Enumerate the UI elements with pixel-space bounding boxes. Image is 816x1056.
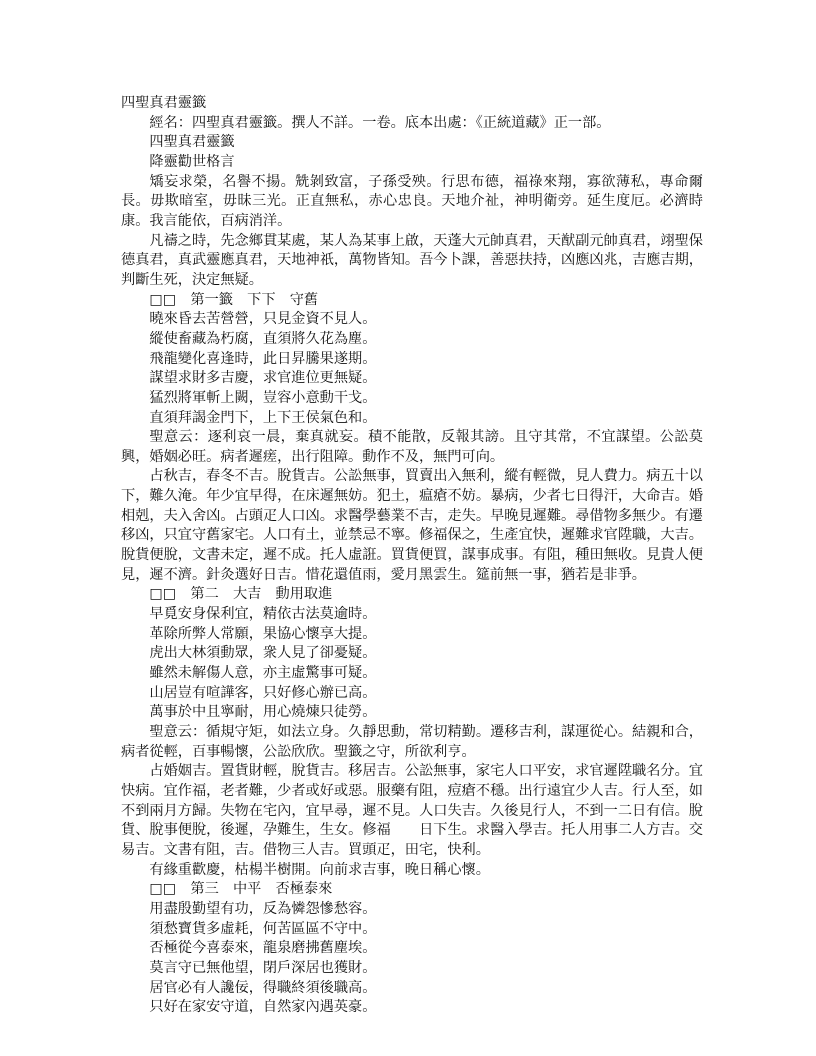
document-title: 四聖真君靈籤 (121, 95, 207, 111)
verse-line: 謀望求財多吉慶，求官進位更無疑。 (149, 370, 377, 387)
divination-paragraph: 占秋吉，春冬不吉。脫貨吉。公訟無事，買賣出入無利，縱有輕微，見人費力。病五十以下，難久淹。年少宜早得，在床遲無妨。犯土，瘟瘡不妨。暴病，少者七日得汗，大命吉。婚相剋，夫入舍凶。占頭疋人口凶。求醫學藝業不吉，走失。早晚見遲難。尋借物多無少。有遷移凶，只宜守舊家宅。人口有土，並禁忌不寧。修福保之，生產宜快，遲難求官陞職，大吉。脫貨便脫，文書未定，遲不成。托人虛誑。買貨便買，謀事成事。有阻，種田無收。見貴人便見，遲不濟。針灸選好日吉。惜花還值雨，愛月黑雲生。筵前無一事，猶若是非爭。 (121, 468, 703, 583)
verse-line: 早覓安身保利宜，精依古法莫逾時。 (149, 606, 377, 623)
document-page (121, 94, 703, 1018)
verse-line: 雖然未解傷人意，亦主虛驚事可疑。 (149, 665, 377, 682)
verse-line: 直須拜謁金門下，上下王侯氣色和。 (149, 409, 377, 426)
verse-line: 虎出大林須動眾，衆人見了卻憂疑。 (149, 645, 377, 662)
lot-heading: □□ 第一籤 下下 守舊 (149, 291, 319, 308)
verse-line: 否極從今喜泰來，龍泉磨拂舊塵埃。 (149, 940, 377, 957)
divination-paragraph: 占婚姻吉。置貨財輕，脫貨吉。移居吉。公訟無事，家宅人口平安，求官遲陞職名分。宜快病。宜作福，老者難，少者或好或惡。服藥有阻，痘瘡不穩。出行遠宜少人吉。行人至，如不到兩月方歸。失物在宅內，宜早尋，遲不見。人口失吉。久後見行人，不到一二日有信。脫貨、脫事便脫，後遲，孕難生，生女。修福 日下生。求醫入學吉。托人用事二人方吉。交易吉。文書有阻，吉。借物三人吉。買頭疋，田宅，快利。 (121, 763, 703, 858)
verse-line: 居官必有人讒佞，得職終須後職高。 (149, 979, 377, 996)
verse-line: 革除所弊人常願，果協心懷享大提。 (149, 625, 377, 642)
section-title: 降靈勸世格言 (149, 153, 235, 170)
verse-line: 只好在家安守道，自然家內遇英豪。 (149, 999, 377, 1016)
verse-line: 猛烈將軍斬上闕，豈容小意動干戈。 (149, 389, 377, 406)
invocation-paragraph: 凡禱之時，先念鄉貫某處，某人為某事上啟，天蓬大元帥真君，天猷副元帥真君，翊聖保德真君，真武靈應真君，天地神祇，萬物皆知。吾今卜課，善惡扶持，凶應凶兆，吉應吉期，判斷生死，決定無疑。 (121, 232, 703, 288)
verse-line: 須愁寶貨多虛耗，何苦區區不守中。 (149, 920, 377, 937)
verse-line: 飛龍變化喜逢時，此日昇騰果遂期。 (149, 350, 377, 367)
verse-line: 山居豈有喧譁客，只好修心辦已高。 (149, 684, 377, 701)
sacred-meaning-paragraph: 聖意云：循規守矩，如法立身。久靜思動，常切精勤。遷移吉利，謀運從心。結親和合，病者從輕，百事暢懷，公訟欣欣。聖籤之守，所欲利亨。 (121, 724, 703, 760)
verse-line: 縱使畜藏為朽腐，直須將久花為塵。 (149, 330, 377, 347)
lot-heading: □□ 第三 中平 否極泰來 (149, 881, 333, 898)
lot-heading: □□ 第二 大吉 動用取進 (149, 586, 333, 603)
exhortation-paragraph: 矯妄求榮，名譽不揚。兟剝致富，子孫受殃。行思布德，福祿來翔，寡欲薄私，專命爾長。毋欺暗室，毋昧三光。正直無私，赤心忠良。天地介祉，神明衛旁。延生度厄。必濟時康。我言能依，百病消洋。 (121, 173, 703, 229)
source-metadata: 經名：四聖真君靈籤。撰人不詳。一卷。底本出處：《正統道藏》正一部。 (149, 114, 611, 131)
verse-line: 曉來昏去苦營營，只見金資不見人。 (149, 311, 377, 328)
sacred-meaning-paragraph: 聖意云：逐利哀一晨，棄真就妄。積不能散，反報其謗。且守其常，不宜謀望。公訟莫興，婚姻必旺。病者遲瘥，出行阻障。動作不及，無門可向。 (121, 429, 703, 465)
verse-line: 莫言守已無他望，閉戶深居也獲財。 (149, 959, 377, 976)
document-subtitle: 四聖真君靈籤 (149, 134, 235, 151)
verse-line: 萬事於中且寧耐，用心燒煉只徒勞。 (149, 704, 377, 721)
verse-line: 用盡殷勤望有功，反為憐怨慘愁容。 (149, 900, 377, 917)
closing-verse: 有緣重歡慶，枯楊半樹開。向前求吉事，晚日稱心懷。 (149, 861, 490, 878)
